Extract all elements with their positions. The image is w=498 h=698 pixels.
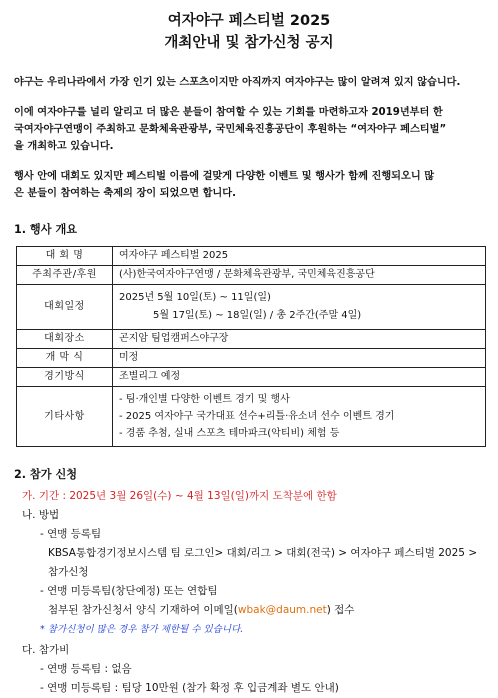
schedule-line-1: 2025년 5월 10일(토) ~ 11일(일) xyxy=(119,292,271,303)
row-value: 여자야구 페스티벌 2025 xyxy=(113,247,486,266)
table-row xyxy=(17,387,486,447)
extra-items-list xyxy=(119,391,479,442)
row-key: 주최주관/후원 xyxy=(17,266,113,285)
method-note: * 참가신청이 많은 경우 참가 제한될 수 있습니다. xyxy=(40,624,244,635)
table-row xyxy=(17,266,486,285)
row-value xyxy=(113,387,486,447)
schedule-line-2: 5월 17일(토) ~ 18일(일) / 총 2주간(주말 4일) xyxy=(153,310,362,321)
row-value: (사)한국여자야구연맹 / 문화체육관광부, 국민체육진흥공단 xyxy=(113,266,486,285)
intro-line: 행사 안에 대회도 있지만 페스티벌 이름에 걸맞게 다양한 이벤트 및 행사가 함께 진행되오니 많 xyxy=(14,171,435,182)
row-value xyxy=(113,285,486,330)
email-suffix: ) 접수 xyxy=(326,604,355,616)
intro-line: 은 분들이 참여하는 축제의 장이 되었으면 합니다. xyxy=(14,188,236,199)
row-key: 개 막 식 xyxy=(17,349,113,368)
registration-block xyxy=(14,487,484,698)
intro-line: 야구는 우리나라에서 가장 인기 있는 스포츠이지만 아직까지 여자야구는 많이 알려져 있지 않습니다. xyxy=(14,77,461,88)
method-unregistered-label: - 연맹 미등록팀(창단예정) 또는 연합팀 xyxy=(40,585,218,597)
page-subtitle: 개최안내 및 참가신청 공지 xyxy=(164,35,334,51)
list-item: - 경품 추첨, 실내 스포츠 테마파크(악티비) 체험 등 xyxy=(119,428,340,439)
table-row xyxy=(17,330,486,349)
email-prefix: 첨부된 참가신청서 양식 기재하여 이메일( xyxy=(48,604,238,616)
table-row xyxy=(17,247,486,266)
method-registered-label: - 연맹 등록팀 xyxy=(40,528,102,540)
row-key: 대 회 명 xyxy=(17,247,113,266)
email-link[interactable]: wbak@daum.net xyxy=(237,604,327,616)
row-value: 곤지암 팀업캠퍼스야구장 xyxy=(113,330,486,349)
intro-line: 이에 여자야구를 널리 알리고 더 많은 분들이 참여할 수 있는 기회를 마련하고자 2019년부터 한 xyxy=(14,107,443,118)
fee-heading: 다. 참가비 xyxy=(22,644,70,656)
intro-paragraph-2 xyxy=(14,104,484,155)
row-key: 대회장소 xyxy=(17,330,113,349)
list-item: - 2025 여자야구 국가대표 선수+리틀·유소녀 선수 이벤트 경기 xyxy=(119,411,395,422)
intro-paragraph-3 xyxy=(14,168,484,202)
row-key: 대회일정 xyxy=(17,285,113,330)
list-item: - 팀·개인별 다양한 이벤트 경기 및 행사 xyxy=(119,394,290,405)
section1-heading: 1. 행사 개요 xyxy=(14,223,78,236)
fee-registered: - 연맹 등록팀 : 없음 xyxy=(40,663,132,675)
row-value: 미정 xyxy=(113,349,486,368)
event-overview-table xyxy=(16,246,486,447)
intro-paragraph-1 xyxy=(14,74,484,91)
row-key: 경기방식 xyxy=(17,368,113,387)
table-row xyxy=(17,285,486,330)
method-heading: 나. 방법 xyxy=(22,509,60,521)
table-row xyxy=(17,349,486,368)
intro-line: 을 개최하고 있습니다. xyxy=(14,141,114,152)
row-key: 기타사항 xyxy=(17,387,113,447)
registration-period: 가. 기간 : 2025년 3월 26일(수) ~ 4월 13일(일)까지 도착분에 한함 xyxy=(22,490,337,502)
fee-unregistered: - 연맹 미등록팀 : 팀당 10만원 (참가 확정 후 입금계좌 별도 안내) xyxy=(40,682,339,694)
method-registered-path: KBSA통합경기정보시스템 팀 로그인> 대회/리그 > 대회(전국) > 여자야구 페스티벌 2025 > 참가신청 xyxy=(48,547,478,578)
table-row xyxy=(17,368,486,387)
row-value: 조별리그 예정 xyxy=(113,368,486,387)
intro-line: 국여자야구연맹이 주최하고 문화체육관광부, 국민체육진흥공단이 후원하는 “여자야구 페스티벌” xyxy=(14,124,447,135)
section2-heading: 2. 참가 신청 xyxy=(14,468,78,481)
page-title: 여자야구 페스티벌 2025 xyxy=(167,13,331,29)
method-unregistered-text xyxy=(14,601,484,620)
